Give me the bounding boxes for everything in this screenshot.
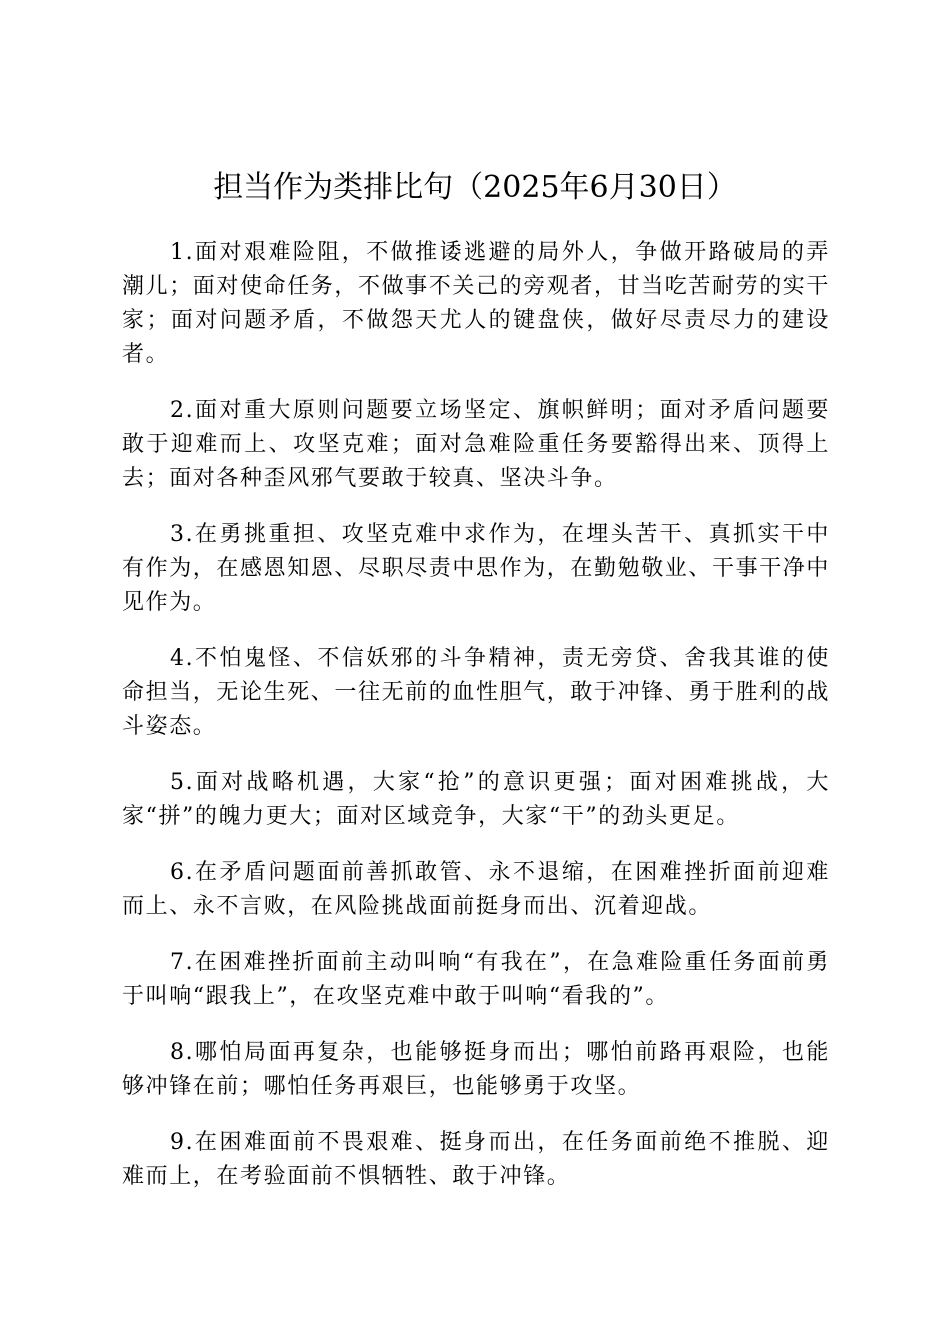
paragraph: 2.面对重大原则问题要立场坚定、旗帜鲜明；面对矛盾问题要敢于迎难而上、攻坚克难；面对急难险重任务要豁得出来、顶得上去；面对各种歪风邪气要敢于较真、坚决斗争。 bbox=[122, 398, 830, 491]
document-body bbox=[122, 236, 830, 1216]
paragraph: 9.在困难面前不畏艰难、挺身而出，在任务面前绝不推脱、迎难而上，在考验面前不惧牺牲、敢于冲锋。 bbox=[122, 1130, 830, 1189]
paragraph: 8.哪怕局面再复杂，也能够挺身而出；哪怕前路再艰险，也能够冲锋在前；哪怕任务再艰巨，也能够勇于攻坚。 bbox=[122, 1040, 830, 1099]
paragraph: 6.在矛盾问题面前善抓敢管、永不退缩，在困难挫折面前迎难而上、永不言败，在风险挑战面前挺身而出、沉着迎战。 bbox=[122, 860, 830, 919]
paragraph: 7.在困难挫折面前主动叫响“有我在”，在急难险重任务面前勇于叫响“跟我上”，在攻坚克难中敢于叫响“看我的”。 bbox=[122, 950, 830, 1009]
paragraph: 5.面对战略机遇，大家“抢”的意识更强；面对困难挑战，大家“拼”的魄力更大；面对区域竞争，大家“干”的劲头更足。 bbox=[122, 770, 830, 829]
paragraph: 3.在勇挑重担、攻坚克难中求作为，在埋头苦干、真抓实干中有作为，在感恩知恩、尽职尽责中思作为，在勤勉敬业、干事干净中见作为。 bbox=[122, 522, 831, 615]
paragraph: 4.不怕鬼怪、不信妖邪的斗争精神，责无旁贷、舍我其谁的使命担当，无论生死、一往无前的血性胆气，敢于冲锋、勇于胜利的战斗姿态。 bbox=[122, 646, 831, 739]
document-title: 担当作为类排比句（2025年6月30日） bbox=[213, 170, 737, 205]
paragraph: 1.面对艰难险阻，不做推诿逃避的局外人，争做开路破局的弄潮儿；面对使命任务，不做事不关己的旁观者，甘当吃苦耐劳的实干家；面对问题矛盾，不做怨天尤人的键盘侠，做好尽责尽力的建设者。 bbox=[122, 240, 831, 367]
